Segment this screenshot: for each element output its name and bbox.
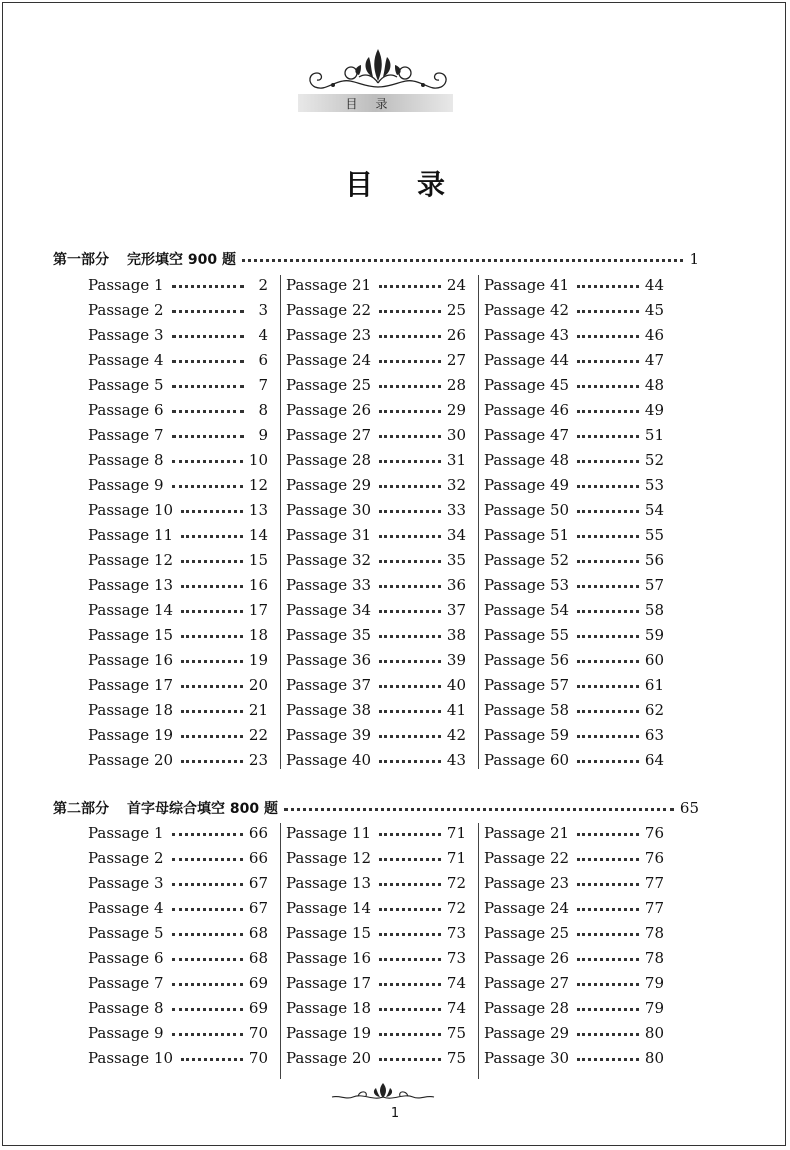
toc-column [286, 272, 466, 772]
toc-entry[interactable]: Passage 13 72 [286, 873, 466, 892]
toc-entry[interactable]: Passage 7 9 [88, 425, 268, 444]
toc-entry[interactable]: Passage 5 68 [88, 923, 268, 942]
toc-entry[interactable]: Passage 59 63 [484, 725, 664, 744]
running-header [298, 94, 453, 112]
toc-entry[interactable]: Passage 30 33 [286, 500, 466, 519]
toc-entry[interactable]: Passage 45 48 [484, 375, 664, 394]
toc-entry[interactable]: Passage 3 67 [88, 873, 268, 892]
toc-entry[interactable]: Passage 11 71 [286, 823, 466, 842]
toc-entry[interactable]: Passage 12 71 [286, 848, 466, 867]
toc-column [88, 272, 268, 772]
toc-entry[interactable]: Passage 15 18 [88, 625, 268, 644]
toc-entry[interactable]: Passage 60 64 [484, 750, 664, 769]
footer-ornament-icon [328, 1079, 438, 1109]
part-heading-1[interactable] [53, 249, 699, 269]
toc-entry[interactable]: Passage 33 36 [286, 575, 466, 594]
toc-entry[interactable]: Passage 48 52 [484, 450, 664, 469]
toc-entry[interactable]: Passage 23 26 [286, 325, 466, 344]
toc-column [88, 820, 268, 1070]
toc-entry[interactable]: Passage 46 49 [484, 400, 664, 419]
toc-entry[interactable]: Passage 7 69 [88, 973, 268, 992]
toc-entry[interactable]: Passage 49 53 [484, 475, 664, 494]
toc-entry[interactable]: Passage 24 27 [286, 350, 466, 369]
toc-entry[interactable]: Passage 9 12 [88, 475, 268, 494]
toc-entry[interactable]: Passage 40 43 [286, 750, 466, 769]
toc-entry[interactable]: Passage 20 23 [88, 750, 268, 769]
toc-entry[interactable]: Passage 35 38 [286, 625, 466, 644]
running-header-text: 目录 [345, 96, 406, 111]
part-label: 第一部分 完形填空 900 题 [53, 252, 236, 268]
toc-entry[interactable]: Passage 38 41 [286, 700, 466, 719]
toc-column [484, 272, 664, 772]
toc-entry[interactable]: Passage 14 17 [88, 600, 268, 619]
toc-entry[interactable]: Passage 25 78 [484, 923, 664, 942]
toc-entry[interactable]: Passage 11 14 [88, 525, 268, 544]
toc-entry[interactable]: Passage 30 80 [484, 1048, 664, 1067]
toc-entry[interactable]: Passage 43 46 [484, 325, 664, 344]
part-page-number: 1 [689, 250, 699, 268]
column-divider [478, 275, 479, 769]
toc-entry[interactable]: Passage 24 77 [484, 898, 664, 917]
toc-entry[interactable]: Passage 12 15 [88, 550, 268, 569]
toc-entry[interactable]: Passage 8 10 [88, 450, 268, 469]
part-page-number: 65 [679, 799, 699, 817]
toc-entry[interactable]: Passage 25 28 [286, 375, 466, 394]
toc-entry[interactable]: Passage 6 8 [88, 400, 268, 419]
toc-entry[interactable]: Passage 15 73 [286, 923, 466, 942]
dot-leader [284, 802, 674, 811]
toc-entry[interactable]: Passage 23 77 [484, 873, 664, 892]
floral-ornament-icon [303, 43, 453, 95]
toc-entry[interactable]: Passage 19 22 [88, 725, 268, 744]
toc-entry[interactable]: Passage 10 13 [88, 500, 268, 519]
toc-entry[interactable]: Passage 13 16 [88, 575, 268, 594]
toc-entry[interactable]: Passage 4 6 [88, 350, 268, 369]
toc-entry[interactable]: Passage 17 20 [88, 675, 268, 694]
toc-entry[interactable]: Passage 9 70 [88, 1023, 268, 1042]
toc-entry[interactable]: Passage 2 66 [88, 848, 268, 867]
toc-entry[interactable]: Passage 16 73 [286, 948, 466, 967]
toc-entry[interactable]: Passage 18 21 [88, 700, 268, 719]
toc-entry[interactable]: Passage 1 2 [88, 275, 268, 294]
toc-entry[interactable]: Passage 8 69 [88, 998, 268, 1017]
toc-entry[interactable]: Passage 44 47 [484, 350, 664, 369]
toc-entry[interactable]: Passage 53 57 [484, 575, 664, 594]
toc-column [286, 820, 466, 1070]
toc-entry[interactable]: Passage 26 78 [484, 948, 664, 967]
toc-entry[interactable]: Passage 27 30 [286, 425, 466, 444]
toc-entry[interactable]: Passage 17 74 [286, 973, 466, 992]
toc-entry[interactable]: Passage 28 31 [286, 450, 466, 469]
toc-entry[interactable]: Passage 21 76 [484, 823, 664, 842]
toc-entry[interactable]: Passage 19 75 [286, 1023, 466, 1042]
toc-page [2, 2, 786, 1146]
toc-entry[interactable]: Passage 57 61 [484, 675, 664, 694]
toc-entry[interactable]: Passage 20 75 [286, 1048, 466, 1067]
toc-entry[interactable]: Passage 22 25 [286, 300, 466, 319]
page-title: 目录 [344, 168, 489, 201]
toc-entry[interactable]: Passage 37 40 [286, 675, 466, 694]
toc-entry[interactable]: Passage 16 19 [88, 650, 268, 669]
toc-entry[interactable]: Passage 18 74 [286, 998, 466, 1017]
part-label: 第二部分 首字母综合填空 800 题 [53, 801, 278, 817]
toc-entry[interactable]: Passage 31 34 [286, 525, 466, 544]
toc-entry[interactable]: Passage 41 44 [484, 275, 664, 294]
toc-entry[interactable]: Passage 26 29 [286, 400, 466, 419]
column-divider [280, 823, 281, 1079]
toc-entry[interactable]: Passage 6 68 [88, 948, 268, 967]
toc-entry[interactable]: Passage 36 39 [286, 650, 466, 669]
toc-entry[interactable]: Passage 55 59 [484, 625, 664, 644]
toc-entry[interactable]: Passage 32 35 [286, 550, 466, 569]
toc-entry[interactable]: Passage 1 66 [88, 823, 268, 842]
part-heading-2[interactable] [53, 798, 699, 818]
toc-entry[interactable]: Passage 10 70 [88, 1048, 268, 1067]
toc-entry[interactable]: Passage 2 3 [88, 300, 268, 319]
toc-entry[interactable]: Passage 39 42 [286, 725, 466, 744]
toc-entry[interactable]: Passage 52 56 [484, 550, 664, 569]
toc-entry[interactable]: Passage 28 79 [484, 998, 664, 1017]
toc-entry[interactable]: Passage 22 76 [484, 848, 664, 867]
toc-entry[interactable]: Passage 5 7 [88, 375, 268, 394]
toc-entry[interactable]: Passage 21 24 [286, 275, 466, 294]
toc-entry[interactable]: Passage 27 79 [484, 973, 664, 992]
toc-entry[interactable]: Passage 3 4 [88, 325, 268, 344]
toc-entry[interactable]: Passage 58 62 [484, 700, 664, 719]
page-number: 1 [390, 1106, 400, 1121]
toc-entry[interactable]: Passage 54 58 [484, 600, 664, 619]
toc-entry[interactable]: Passage 56 60 [484, 650, 664, 669]
dot-leader [242, 253, 683, 262]
toc-entry[interactable]: Passage 47 51 [484, 425, 664, 444]
column-divider [280, 275, 281, 769]
toc-entry[interactable]: Passage 50 54 [484, 500, 664, 519]
toc-entry[interactable]: Passage 42 45 [484, 300, 664, 319]
toc-entry[interactable]: Passage 29 32 [286, 475, 466, 494]
column-divider [478, 823, 479, 1079]
toc-entry[interactable]: Passage 4 67 [88, 898, 268, 917]
toc-column [484, 820, 664, 1070]
toc-entry[interactable]: Passage 51 55 [484, 525, 664, 544]
toc-entry[interactable]: Passage 14 72 [286, 898, 466, 917]
toc-entry[interactable]: Passage 29 80 [484, 1023, 664, 1042]
toc-entry[interactable]: Passage 34 37 [286, 600, 466, 619]
